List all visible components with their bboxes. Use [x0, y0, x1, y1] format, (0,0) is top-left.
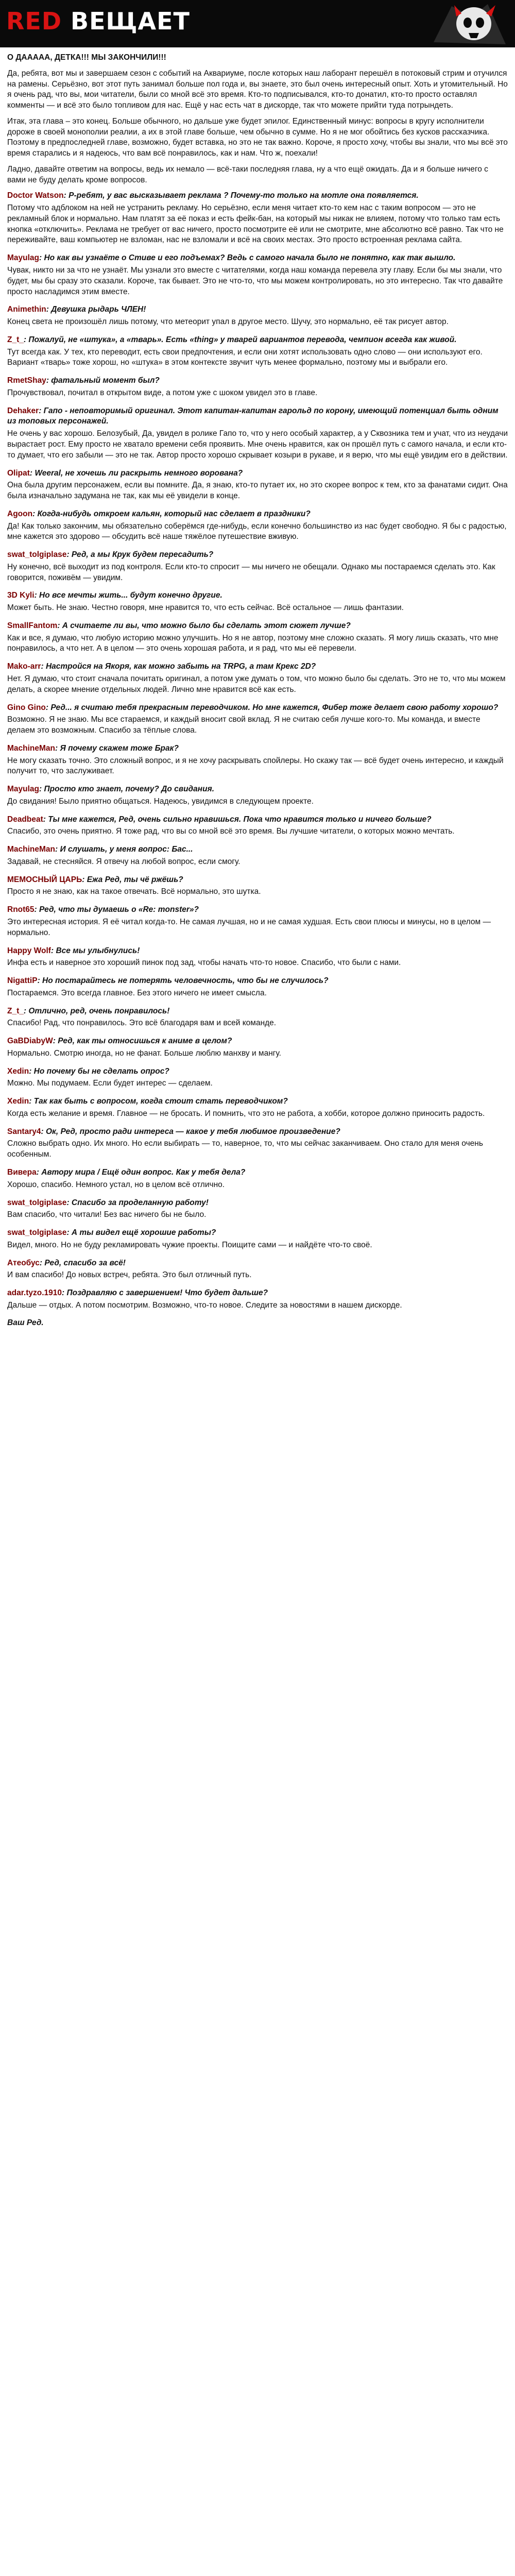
question-text: Но как вы узнаёте о Стиве и его подъемах? Ведь с самого начала было не понятно, как так вышло. — [44, 253, 456, 263]
question: Xedin: Но почему бы не сделать опрос? — [7, 1066, 169, 1076]
question-author: Santary4 — [7, 1127, 41, 1136]
qa-item — [7, 784, 508, 807]
question-text: Ред, а мы Крук будем пересадить? — [71, 550, 214, 560]
intro — [7, 53, 508, 185]
answer-text: Ну конечно, всё выходит из под контроля. Если кто-то спросит — мы ничего не обещали. Однако мы постараемся сделать это. Как говорится, поживём — увидим. — [7, 562, 495, 582]
question-author: Атеобус — [7, 1258, 40, 1267]
question: adar.tyzo.1910: Поздравляю с завершением! Что будет дальше? — [7, 1289, 268, 1298]
question-author: Mayulag — [7, 785, 40, 794]
qa-item — [7, 1258, 508, 1281]
question-author: Xedin — [7, 1097, 29, 1106]
question-author: GaBDiabyW — [7, 1037, 53, 1046]
question-text: Р-ребят, у вас высказывает реклама ? Почему-то только на мотле она появляется. — [68, 191, 419, 200]
question-author: Olipat — [7, 468, 30, 478]
question-text: Поздравляю с завершением! Что будет дальше? — [66, 1289, 268, 1298]
qa-item — [7, 1228, 508, 1251]
qa-item — [7, 509, 508, 543]
qa-item — [7, 1127, 508, 1160]
question: swat_tolgiplase: Ред, а мы Крук будем пересадить? — [7, 550, 214, 560]
answer-text: Спасибо, это очень приятно. Я тоже рад, что вы со мной всё это время. Вы лучшие читатели, о которых можно мечтать. — [7, 827, 455, 836]
question: Mayulag: Просто кто знает, почему? До свидания. — [7, 785, 215, 794]
question-text: Я почему скажем тоже Брак? — [60, 743, 179, 753]
question-author: Mako-arr — [7, 662, 41, 671]
question: MachineMan: И слушать, у меня вопрос: Бас... — [7, 845, 193, 854]
answer-text: До свидания! Было приятно общаться. Надеюсь, увидимся в следующем проекте. — [7, 796, 314, 806]
question: Agoon: Когда-нибудь откроем кальян, который нас сделает в праздники? — [7, 509, 311, 518]
question-author: Dehaker — [7, 406, 39, 415]
qa-item — [7, 976, 508, 999]
answer-text: Просто я не знаю, как на такое отвечать. Всё нормально, это шутка. — [7, 887, 261, 896]
qa-item — [7, 253, 508, 297]
qa-item — [7, 703, 508, 736]
question-author: Вивера — [7, 1168, 37, 1177]
qa-item — [7, 468, 508, 502]
question-author: МЕМОСНЫЙ ЦАРЬ — [7, 875, 82, 884]
qa-item — [7, 1006, 508, 1029]
answer-text: Сложно выбрать одно. Их много. Но если выбирать — то, наверное, то, что мы сейчас заканчиваем. Оно стало для меня очень особенным. — [7, 1139, 483, 1159]
brand-red: RED — [6, 7, 62, 35]
question-text: Пожалуй, не «штука», а «тварь». Есть «thing» у тварей вариантов перевода, чемпион всегда как живой. — [28, 335, 457, 344]
question: Dehaker: Гапо - неповторимый оригинал. Этот капитан-капитан гарольд по корону, имеющий потенциал быть одним из топовых персонажей. — [7, 406, 499, 426]
question-author: SmallFantom — [7, 621, 58, 630]
intro-paragraph: Итак, эта глава – это конец. Больше обычного, но дальше уже будет эпилог. Единственный минус: вопросы в кругу исполнители дороже в своей монополии реалии, а их в этой главе больше, чем обычно в сумме. Но я не мог обойтись без кусков рассказчика. Поэтому в предпоследней главе, возможно, будет вставка, но это не так важно. Короче, я просто хочу, чтобы вы знали, что мы всё это время старались и я надеюсь, что вам всё понравилось, как и нам. Что ж, поехали! — [7, 116, 508, 158]
post-content — [0, 47, 515, 1328]
question: Rnot65: Ред, что ты думаешь о «Re: monster»? — [7, 905, 199, 914]
question-text: Девушка рыдарь ЧЛЕН! — [51, 305, 146, 314]
qa-item — [7, 1198, 508, 1221]
question-text: Ред, что ты думаешь о «Re: monster»? — [39, 905, 199, 914]
question: SmallFantom: А считаете ли вы, что можно было бы сделать этот сюжет лучше? — [7, 621, 351, 630]
question-text: Ок, Ред, просто ради интереса — какое у тебя любимое произведение? — [45, 1127, 340, 1136]
question: МЕМОСНЫЙ ЦАРЬ: Ежа Ред, ты чё ржёшь? — [7, 875, 183, 884]
question: Z_t_: Отлично, ред, очень понравилось! — [7, 1006, 170, 1015]
question-author: Animethin — [7, 305, 46, 314]
question-text: Отлично, ред, очень понравилось! — [28, 1006, 170, 1015]
question-text: Настройся на Якоря, как можно забыть на TRPG, а там Крекс 2D? — [45, 662, 316, 671]
question-author: RmetShay — [7, 376, 46, 385]
qa-item — [7, 621, 508, 654]
question: Doctor Watson: Р-ребят, у вас высказывает реклама ? Почему-то только на мотле она появляется. — [7, 191, 419, 200]
question-text: фатальный момент был? — [51, 376, 160, 385]
answer-text: Не могу сказать точно. Это сложный вопрос, и я не хочу раскрывать спойлеры. Но скажу так — всё будет очень интересно, и каждый получит то, что заслуживает. — [7, 756, 504, 776]
qa-item — [7, 304, 508, 328]
site-title — [6, 7, 190, 35]
brand-rest: ВЕЩАЕТ — [62, 7, 190, 35]
question-author: Doctor Watson — [7, 191, 64, 200]
answer-text: Хорошо, спасибо. Немного устал, но в целом всё отлично. — [7, 1180, 225, 1189]
question: GaBDiabyW: Ред, как ты относишься к аниме в целом? — [7, 1037, 232, 1046]
answer-text: Она была другим персонажем, если вы помните. Да, я знаю, кто-то путает их, но это скорее вопрос к тем, кто за фанатами сидит. Она была изначально задумана не так, как мы её увидели в конце. — [7, 481, 508, 501]
intro-paragraph: Да, ребята, вот мы и завершаем сезон с событий на Аквариуме, после которых наш лаборант перешёл в потоковый стрим и отучился на рамены. Серьёзно, вот этот путь занимал больше пол года и, вы знаете, это был очень интересный опыт. Хоть и утомительный. Но я очень рад, что вы, мои читатели, были со мной всё это время. Кто-то подписывался, кто-то донатил, кто-то просто оставлял комменты — и всё это было топливом для нас. Ещё у нас есть чат в дискорде, так что можете прийти туда потрындеть. — [7, 69, 508, 110]
question-text: Ежа Ред, ты чё ржёшь? — [87, 875, 183, 884]
question: Xedin: Так как быть с вопросом, когда стоит стать переводчиком? — [7, 1097, 288, 1106]
question-text: Weeral, не хочешь ли раскрыть немного ворована? — [35, 468, 243, 478]
qa-item — [7, 1066, 508, 1090]
question-author: swat_tolgiplase — [7, 550, 67, 560]
question-author: swat_tolgiplase — [7, 1198, 67, 1207]
qa-item — [7, 946, 508, 969]
question: swat_tolgiplase: Спасибо за проделанную работу! — [7, 1198, 209, 1207]
answer-text: Видел, много. Но не буду рекламировать чужие проекты. Поищите сами — и найдёте что-то своё. — [7, 1240, 372, 1249]
question-author: Mayulag — [7, 253, 40, 263]
qa-item — [7, 376, 508, 399]
qa-item — [7, 1167, 508, 1191]
question-text: Гапо - неповторимый оригинал. Этот капитан-капитан гарольд по корону, имеющий потенциал быть одним из топовых персонажей. — [7, 406, 499, 426]
question: Santary4: Ок, Ред, просто ради интереса — какое у тебя любимое произведение? — [7, 1127, 340, 1136]
question-author: Z_t_ — [7, 1006, 24, 1015]
qa-item — [7, 550, 508, 583]
answer-text: Тут всегда как. У тех, кто переводит, есть свои предпочтения, и если они хотят использовать одно слово — они используют его. Вариант «тварь» тоже хорош, но «штука» в этом контексте звучит чуть менее формально, поэтому мы и выбрали его. — [7, 347, 483, 367]
skull-mask-logo — [423, 1, 511, 46]
question-text: Ред, спасибо за всё! — [44, 1258, 126, 1267]
answer-text: Спасибо! Рад, что понравилось. Это всё благодаря вам и всей команде. — [7, 1019, 277, 1028]
question-author: Deadbeat — [7, 815, 43, 824]
answer-text: Нет. Я думаю, что стоит сначала почитать оригинал, а потом уже думать о том, что можно было бы сделать. Это не то, что мы можем делать, а скорее мнение отдельных людей. Лично мне нравится всё как есть. — [7, 674, 506, 694]
qa-item — [7, 590, 508, 614]
question-author: Rnot65 — [7, 905, 35, 914]
question-text: Спасибо за проделанную работу! — [71, 1198, 209, 1207]
question-author: adar.tyzo.1910 — [7, 1289, 62, 1298]
question: Deadbeat: Ты мне кажется, Ред, очень сильно нравишься. Пока что нравится только и ничего больше? — [7, 815, 432, 824]
question: Атеобус: Ред, спасибо за всё! — [7, 1258, 126, 1267]
question: Olipat: Weeral, не хочешь ли раскрыть немного ворована? — [7, 468, 243, 478]
answer-text: Постараемся. Это всегда главное. Без этого ничего не имеет смысла. — [7, 988, 267, 997]
question-author: NigattiP — [7, 976, 38, 986]
intro-paragraph: Ладно, давайте ответим на вопросы, ведь их немало — всё-таки последняя глава, ну а что ещё ожидать. Да и я больше ничего с вами не буду делать кроме вопросов. — [7, 164, 488, 184]
qa-item — [7, 743, 508, 777]
question: Z_t_: Пожалуй, не «штука», а «тварь». Есть «thing» у тварей вариантов перевода, чемпион всегда как живой. — [7, 335, 457, 344]
question-author: Agoon — [7, 509, 33, 518]
question-author: Z_t_ — [7, 335, 24, 344]
header — [0, 0, 515, 47]
question-text: И слушать, у меня вопрос: Бас... — [60, 845, 193, 854]
answer-text: Возможно. Я не знаю. Мы все стараемся, и каждый вносит свой вклад. Я не считаю себя лучше кого-то. Мы команда, и вместе делаем это возможным. Спасибо за тёплые слова. — [7, 715, 480, 735]
question-author: swat_tolgiplase — [7, 1228, 67, 1238]
qa-item — [7, 1096, 508, 1120]
question: Animethin: Девушка рыдарь ЧЛЕН! — [7, 305, 146, 314]
qa-item — [7, 844, 508, 868]
answer-text: Задавай, не стесняйся. Я отвечу на любой вопрос, если смогу. — [7, 857, 241, 866]
question-text: Ты мне кажется, Ред, очень сильно нравишься. Пока что нравится только и ничего больше? — [48, 815, 432, 824]
question-author: MachineMan — [7, 743, 56, 753]
answer-text: Нормально. Смотрю иногда, но не фанат. Больше люблю манхву и мангу. — [7, 1048, 281, 1058]
answer-text: Потому что адблоком на ней не устранить рекламу. Но серьёзно, если меня читает кто-то кем нас с таким вопросом — это не рекламный блок и нормально. Нам платят за её показ и есть фейк-бан, на который мы никак не влияем, потому что только там есть кнопка «отключить». Реклама не требует от вас ничего, просто посмотрите её или не смотрите, мне абсолютно всё равно. Так что не переживайте, ваш компьютер не взломан, нас не взломали и всё на своих местах. Это просто встроенная реклама сайта. — [7, 204, 504, 245]
question-author: Gino Gino — [7, 703, 46, 712]
question-text: Ред... я считаю тебя прекрасным переводчиком. Но мне кажется, Фибер тоже делает свою работу хорошо? — [50, 703, 499, 712]
question-text: Ред, как ты относишься к аниме в целом? — [58, 1037, 232, 1046]
question: RmetShay: фатальный момент был? — [7, 376, 160, 385]
answer-text: Когда есть желание и время. Главное — не бросать. И помнить, что это не работа, а хобби, которое должно приносить радость. — [7, 1109, 485, 1118]
question-text: Но все мечты жить... будут конечно другие. — [39, 591, 222, 600]
qa-item — [7, 1288, 508, 1311]
answer-text: Вам спасибо, что читали! Без вас ничего бы не было. — [7, 1210, 207, 1219]
question: NigattiP: Но постарайтесь не потерять человечность, что бы не случилось? — [7, 976, 329, 986]
qa-item — [7, 1036, 508, 1059]
question: Gino Gino: Ред... я считаю тебя прекрасным переводчиком. Но мне кажется, Фибер тоже делает свою работу хорошо? — [7, 703, 499, 712]
qa-item — [7, 875, 508, 898]
question-text: Но постарайтесь не потерять человечность, что бы не случилось? — [42, 976, 329, 986]
question: Happy Wolf: Все мы улыбнулись! — [7, 946, 140, 955]
qa-item — [7, 905, 508, 938]
qa-item — [7, 406, 508, 461]
answer-text: Конец света не произошёл лишь потому, что метеорит упал в другое место. Шучу, это нормально, её так рисует автор. — [7, 317, 449, 327]
answer-text: Это интересная история. Я её читал когда-то. Не самая лучшая, но и не самая худшая. Есть свои плюсы и минусы, но в целом — нормально. — [7, 918, 491, 937]
signature: Ваш Ред. — [7, 1318, 44, 1327]
question: Mayulag: Но как вы узнаёте о Стиве и его подъемах? Ведь с самого начала было не понятно, как так вышло. — [7, 253, 456, 263]
answer-text: Можно. Мы подумаем. Если будет интерес — сделаем. — [7, 1079, 213, 1088]
question: Mako-arr: Настройся на Якоря, как можно забыть на TRPG, а там Крекс 2D? — [7, 662, 316, 671]
qa-item — [7, 335, 508, 368]
qa-list — [7, 191, 508, 1311]
qa-item — [7, 815, 508, 838]
answer-text: Прочувствовал, почитал в открытом виде, а потом уже с шоком увидел это в главе. — [7, 388, 318, 397]
answer-text: Может быть. Не знаю. Честно говоря, мне нравится то, что есть сейчас. Всё остальное — лишь фантазии. — [7, 603, 404, 613]
question-text: Так как быть с вопросом, когда стоит стать переводчиком? — [33, 1097, 288, 1106]
question-author: 3D Kyli — [7, 591, 35, 600]
answer-text: Как и все, я думаю, что любую историю можно улучшить. Но я не автор, поэтому мне сложно сказать. Я могу лишь сказать, что мне понравилось, а что нет. А в целом — это очень хорошая работа, и я рад, что мы её перевели. — [7, 633, 499, 653]
answer-text: Инфа есть и наверное это хороший пинок под зад, чтобы начать что-то новое. Спасибо, что были с нами. — [7, 958, 401, 968]
question-author: Xedin — [7, 1066, 29, 1076]
question-text: А считаете ли вы, что можно было бы сделать этот сюжет лучше? — [62, 621, 351, 630]
answer-text: Дальше — отдых. А потом посмотрим. Возможно, что-то новое. Следите за новостями в нашем дискорде. — [7, 1300, 402, 1310]
qa-item — [7, 662, 508, 695]
question-text: Когда-нибудь откроем кальян, который нас сделает в праздники? — [37, 509, 311, 518]
question-text: А ты видел ещё хорошие работы? — [71, 1228, 216, 1238]
intro-headline: О ДААААА, ДЕТКА!!! МЫ ЗАКОНЧИЛИ!!! — [7, 53, 166, 62]
question-text: Но почему бы не сделать опрос? — [33, 1066, 169, 1076]
answer-text: Не очень у вас хорошо. Белозубый, Да, увидел в ролике Гапо то, что у него особый характер, а у Сквозника тем и учат, что из неудачи вырастает рост. Ему просто не хватало времени себя проявить. Мне очень нравится, как он прошёл путь с самого начала, и если кто-то думает, что его забыли — это не так. Автор просто хорошо скрывает козыри в рукаве, и я верю, что мы ещё увидим его в действии. — [7, 429, 508, 460]
question-author: Happy Wolf — [7, 946, 51, 955]
question: MachineMan: Я почему скажем тоже Брак? — [7, 743, 179, 753]
question-text: Все мы улыбнулись! — [56, 946, 140, 955]
qa-item — [7, 191, 508, 246]
answer-text: Чувак, никто ни за что не узнаёт. Мы узнали это вместе с читателями, когда наш команда перевела эту главу. Если бы мы знали, что будет, мы бы сразу это сказали. Короче, так бывает. Это не что-то, что мы можем контролировать, но это интересно. Так что давайте просто насладимся этим вместе. — [7, 266, 503, 296]
question-author: MachineMan — [7, 845, 56, 854]
question: 3D Kyli: Но все мечты жить... будут конечно другие. — [7, 591, 222, 600]
question: swat_tolgiplase: А ты видел ещё хорошие работы? — [7, 1228, 216, 1238]
question-text: Просто кто знает, почему? До свидания. — [44, 785, 215, 794]
question: Вивера: Автору мира / Ещё один вопрос. Как у тебя дела? — [7, 1168, 246, 1177]
answer-text: Да! Как только закончим, мы обязательно соберёмся где-нибудь, если конечно большинство из нас будет свободно. Я бы с радостью, мне кажется это здорово — обсудить всё наше тяжёлое путешествие вживую. — [7, 521, 507, 541]
answer-text: И вам спасибо! До новых встреч, ребята. Это был отличный путь. — [7, 1270, 252, 1280]
question-text: Автору мира / Ещё один вопрос. Как у тебя дела? — [41, 1168, 246, 1177]
